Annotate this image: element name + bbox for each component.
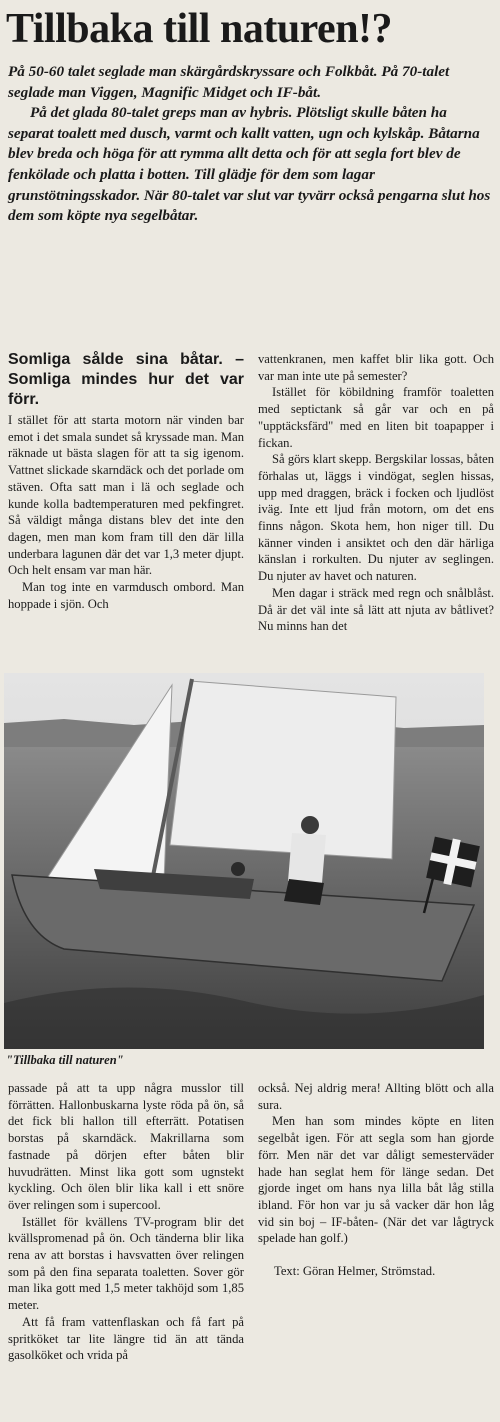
- body-paragraph: Så görs klart skepp. Bergskilar lossas, båten förhalas ut, läggs i vindögat, seglen hissas, upp med draggen, bräck i focken och ljudlöst iväg. Inte ett ljud från motorn, om det ens finns någon. Skota hem, hon niger till. Du känner vinden i ansiktet och den där härliga känslan i rorkulten. Du njuter av seglingen. Du njuter av havet och naturen.: [258, 452, 494, 584]
- intro-paragraphs: [8, 62, 492, 227]
- sailboat-photo: [4, 673, 484, 1049]
- body-paragraph: vattenkranen, men kaffet blir lika gott. Och var man inte ute på semester?: [258, 352, 494, 383]
- body-paragraph: I stället för att starta motorn när vinden bar emot i det smala sundet så kryssade man. Man räknade ut bästa slagen för att ta sig igenom. Vattnet slickade skarndäck och det porlade om stäven. Ofta satt man i lä och seglade och kunde kolla badtemperaturen med pekfingret. Så väldigt många distans blev det inte den dagen, men man kom fram till den där lilla underbara lagunen där det var 1,3 meter djupt. Och helt ensam var man här.: [8, 413, 244, 578]
- intro-paragraph: På det glada 80-talet greps man av hybris. Plötsligt skulle båten ha separat toalett med dusch, varmt och kallt vatten, ugn och kylskåp. Båtarna blev breda och höga för att rymma allt detta och för att segla fort blev de fenkölade och platta i botten. Till glädje för dem som lagar grunstötningsskador. När 80-talet var slut var tyvärr också pengarna slut hos dem som köpte nya segelbåtar.: [8, 104, 491, 225]
- author-credit: Text: Göran Helmer, Strömstad.: [274, 1264, 436, 1279]
- body-paragraph: Men han som mindes köpte en liten segelbåt igen. För att segla som han gjorde förr. Men när det var dåligt semesterväder hade han seglat hem för länge sedan. Det gjorde inget om hans nya lilla båt låg stilla ibland. För hon var ju så vacker där hon låg vid sin boj – IF-båten- (När det var lågtryck spelade han golf.): [258, 1114, 494, 1246]
- body-paragraph: också. Nej aldrig mera! Allting blött och alla sura.: [258, 1081, 494, 1112]
- intro-paragraph: På 50-60 talet seglade man skärgårdskryssare och Folkbåt. På 70-talet seglade man Viggen, Magnific Midget och IF-båt.: [8, 63, 450, 101]
- column-right-top: [258, 351, 494, 635]
- body-paragraph: Man tog inte en varmdusch ombord. Man hoppade i sjön. Och: [8, 580, 244, 611]
- photo-caption: "Tillbaka till naturen": [6, 1053, 124, 1067]
- column-right-bottom: [258, 1080, 494, 1280]
- subheading: Somliga sålde sina båtar. – Somliga mindes hur det var förr.: [8, 351, 244, 408]
- body-paragraph: passade på att ta upp några musslor till förrätten. Hallonbuskarna lyste röda på ön, så det fick bli hallon till efterrätt. Potatisen borstas på skarndäck. Makrillarna som fastnade på dörjen efter båten blir huvudrätten. Minst lika gott som ugnstekt kyckling. Och ölen blir lika kall i ett snöre över relingen som i supercool.: [8, 1081, 244, 1212]
- body-paragraph: Men dagar i sträck med regn och snålblåst. Då är det väl inte så lätt att njuta av båtlivet? Nu minns han det: [258, 585, 494, 634]
- column-left-top: [8, 350, 244, 612]
- body-paragraph: Istället för kvällens TV-program blir det kvällspromenad på ön. Och tänderna blir lika rena av att borstas i havsvatten över relingen som på den fina separata toaletten. Sover gör man lika gott med 1,5 meter takhöjd som 1,85 meter.: [8, 1214, 244, 1313]
- column-left-bottom: [8, 1080, 244, 1364]
- body-paragraph: Istället för köbildning framför toaletten med septictank så går var och en på "upptäcksfärd" med en liten bit toapapper i fickan.: [258, 385, 494, 450]
- article-title: Tillbaka till naturen!?: [6, 6, 393, 52]
- sailboat-image: [4, 673, 484, 1049]
- body-paragraph: Att få fram vattenflaskan och få fart på spritköket tar lite längre tid än att tända gasolköket och vrida på: [8, 1314, 244, 1363]
